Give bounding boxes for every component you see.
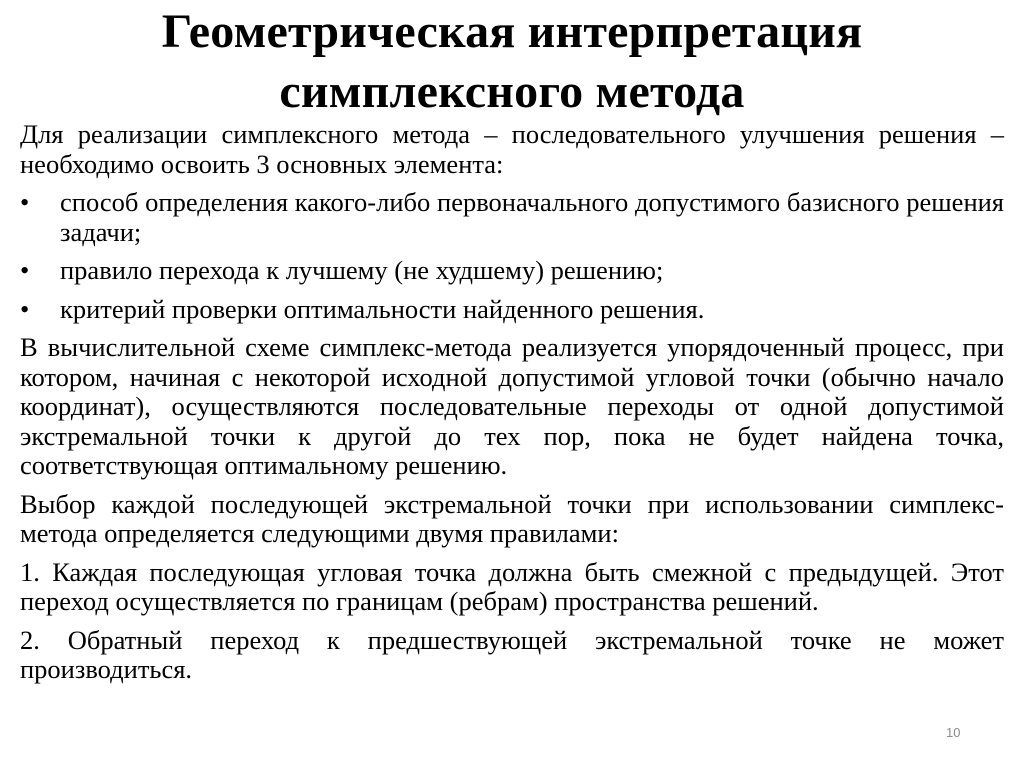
bullet-text: критерий проверки оптимальности найденного решения. [60,293,705,324]
title-line-2: симплексного метода [279,65,745,118]
bullet-text: способ определения какого-либо первоначального допустимого базисного решения задачи; [60,187,1004,247]
choice-paragraph: Выбор каждой последующей экстремальной точки при использовании симплекс-метода определяется следующими двумя правилами: [20,488,1004,548]
bullet-item-transition-rule [20,256,1004,286]
rule-2-paragraph: 2. Обратный переход к предшествующей экстремальной точке не может производиться. [20,624,1004,684]
slide-body [20,120,1004,694]
page-number: 10 [946,725,961,740]
bullet-icon: • [20,187,30,217]
bullet-icon: • [20,255,30,285]
computational-scheme-paragraph: В вычислительной схеме симплекс-метода реализуется упорядоченный процесс, при котором, начиная с некоторой исходной допустимой угловой точки (обычно начало координат), осуществляются последовательные переходы от одной допустимой экстремальной точки к другой до тех пор, пока не будет найдена точка, соответствующая оптимальному решению. [20,332,1004,480]
rule-1-paragraph: 1. Каждая последующая угловая точка должна быть смежной с предыдущей. Этот переход осуществляется по границам (ребрам) пространства решений. [20,556,1004,616]
title-line-1: Геометрическая интерпретация [161,5,863,58]
intro-paragraph: Для реализации симплексного метода – последовательного улучшения решения – необходимо освоить 3 основных элемента: [20,119,1004,179]
bullet-text: правило перехода к лучшему (не худшему) решению; [60,255,664,285]
bullet-item-optimality-criterion [20,295,1004,325]
slide-title [0,2,1024,122]
bullet-item-initial-solution [20,188,1004,247]
bullet-icon: • [20,293,30,324]
